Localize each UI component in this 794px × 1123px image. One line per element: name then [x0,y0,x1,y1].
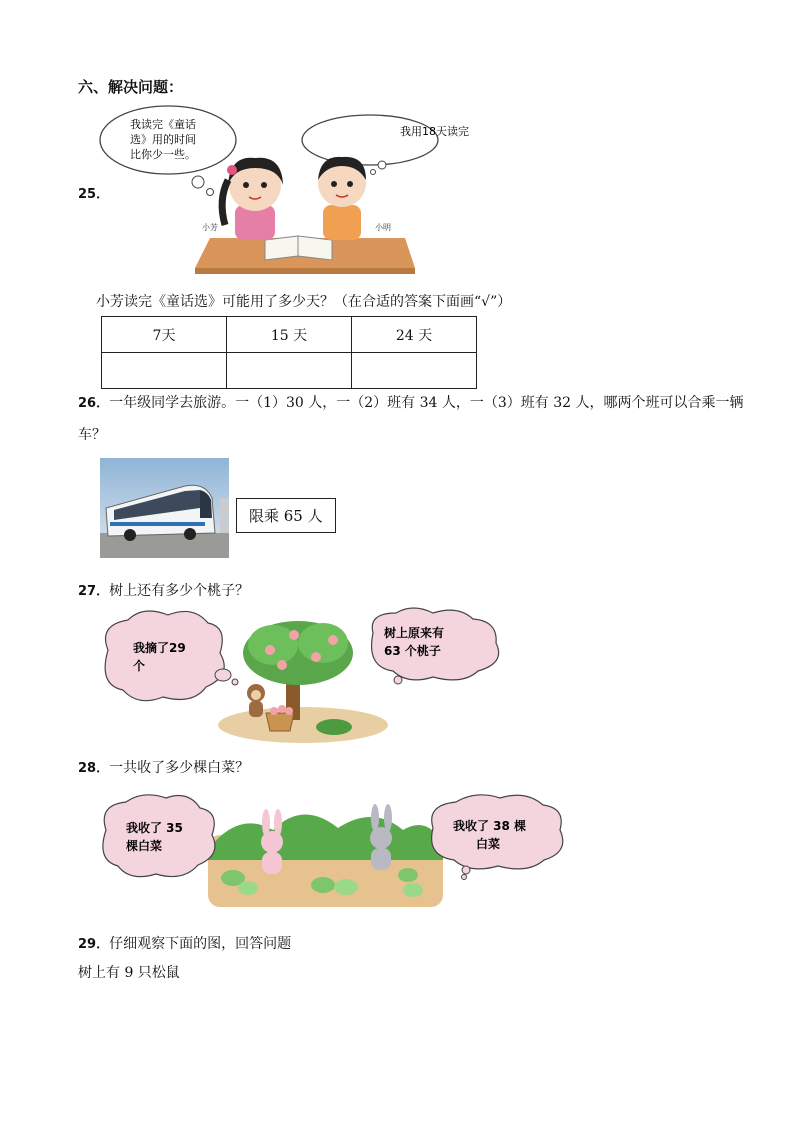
girl-bubble-line2: 选》用的时间 [130,133,196,146]
q27-illustration [98,605,508,750]
q25-illustration [100,100,469,275]
gray-rabbit-speech-bubble [432,795,563,880]
q28-number: 28． [78,761,110,776]
monkey-bubble-line1: 我摘了29 [133,641,186,655]
answer-cell-7[interactable] [102,353,227,389]
girl-bubble-line3: 比你少一些。 [130,148,196,161]
answer-cell-15[interactable] [227,353,352,389]
q29-text: 仔细观察下面的图，回答问题 [109,936,292,952]
q27-number: 27． [78,584,110,599]
bus-capacity-label: 限乘 65 人 [236,498,336,533]
q27-text: 树上还有多少个桃子？ [109,583,250,599]
girl-figure [222,158,283,240]
q28-text: 一共收了多少棵白菜？ [109,760,250,776]
q26-number: 26． [78,396,110,411]
tree-speech-bubble [372,608,499,684]
q29-line [78,933,291,953]
pink-rabbit-speech-bubble [103,795,215,877]
q26-line1 [78,392,744,412]
open-book-icon [265,236,332,260]
gray-rabbit-bubble-line1: 我收了 38 棵 [453,819,527,833]
section-title: 六、解决问题： [78,78,184,96]
gray-rabbit-bubble-line2: 白菜 [476,837,501,851]
option-7-days: 7天 [102,317,227,353]
q26-text-line2: 车？ [78,427,106,443]
q29-subtext: 树上有 9 只松鼠 [78,965,180,981]
monkey-bubble-line2: 个 [133,659,146,673]
girl-bubble-line1: 我读完《童话 [130,118,196,131]
q25-question: 小芳读完《童话选》可能用了多少天？（在合适的答案下面画“√”） [96,294,512,310]
q25-answer-table [101,316,477,389]
monkey-icon [247,684,265,717]
q28-illustration [98,790,570,915]
bus-photo [100,458,229,558]
pink-rabbit-icon [261,809,283,874]
answer-cell-24[interactable] [352,353,477,389]
q25-number: 25． [78,187,110,202]
option-24-days: 24 天 [352,317,477,353]
tree-bubble-line1: 树上原来有 [384,626,445,640]
girl-speech-bubble [100,106,236,196]
q28-line [78,757,249,777]
option-15-days: 15 天 [227,317,352,353]
tree-bubble-line2: 63 个桃子 [384,644,441,658]
gray-rabbit-icon [370,804,392,870]
pink-rabbit-bubble-line2: 棵白菜 [126,839,163,853]
boy-figure [318,157,366,240]
boy-name-label: 小明 [375,223,391,232]
girl-name-label: 小芳 [202,223,218,232]
boy-bubble-line1: 我用18天读完 [400,125,469,138]
q26-text-line1: 一年级同学去旅游。一（1）30 人，一（2）班有 34 人，一（3）班有 32 人，哪两个班可以合乘一辆 [109,395,744,411]
pink-rabbit-bubble-line1: 我收了 35 [126,821,183,835]
q27-line [78,580,249,600]
q29-number: 29． [78,937,110,952]
monkey-speech-bubble [105,611,238,701]
